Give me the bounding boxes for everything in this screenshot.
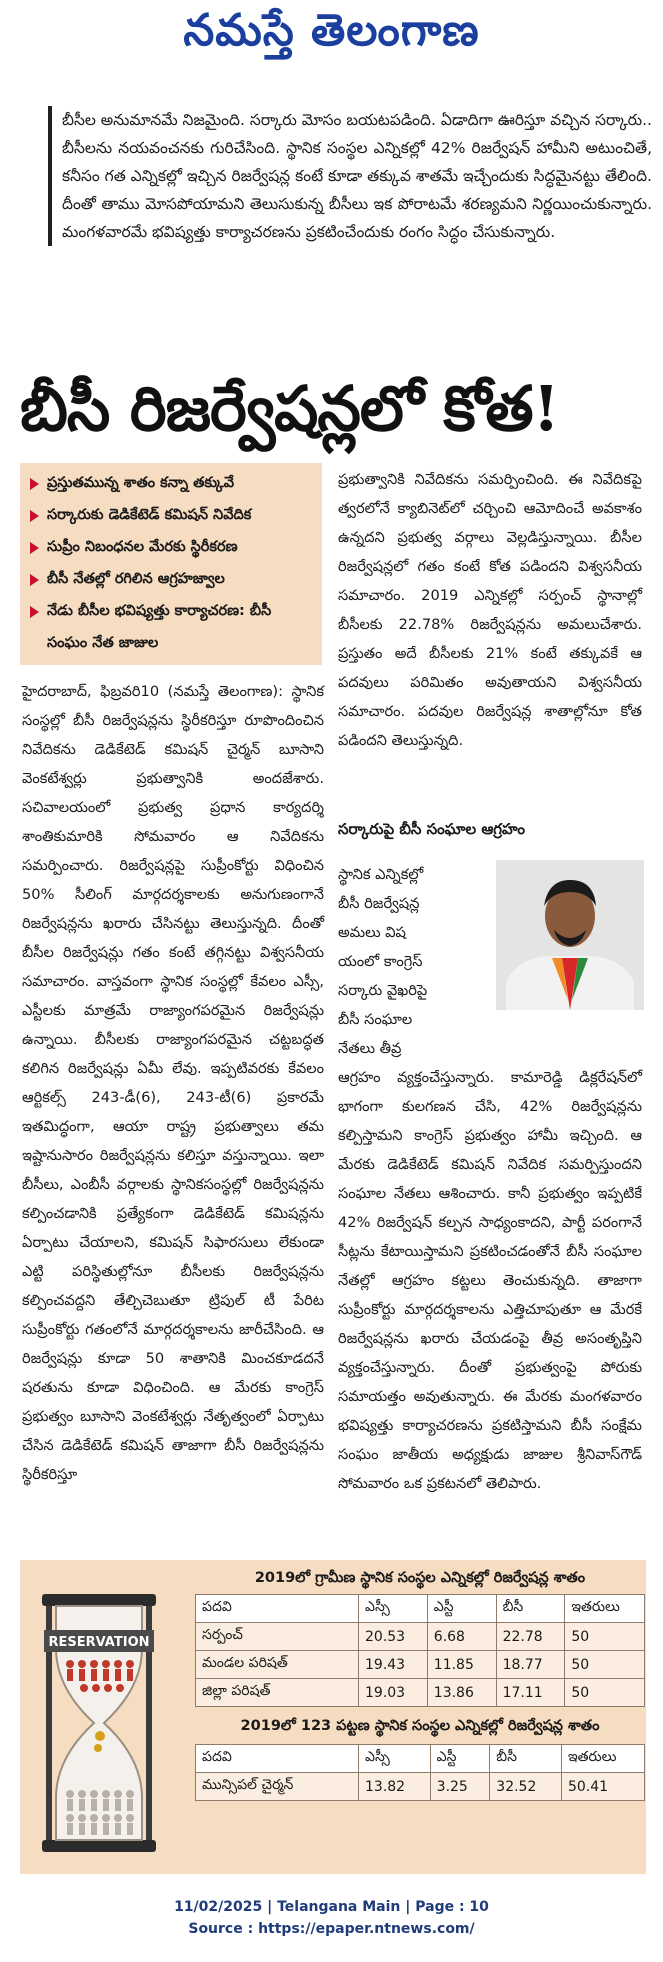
hourglass-graphic	[34, 1588, 164, 1858]
narrow-text-block	[338, 860, 488, 1063]
urban-reservation-table	[195, 1744, 645, 1801]
table-row	[196, 1679, 645, 1707]
table-cell: 6.68	[427, 1623, 496, 1651]
table-header-cell: ఎస్టీ	[430, 1745, 490, 1773]
table-cell: 11.85	[427, 1651, 496, 1679]
triangle-bullet-icon	[30, 510, 39, 522]
triangle-bullet-icon	[30, 574, 39, 586]
headline: బీసీ రిజర్వేషన్లలో కోత!	[20, 372, 559, 445]
table2-title: 2019లో 123 పట్టణ స్థానిక సంస్థల ఎన్నికల్లో రిజర్వేషన్ల శాతం	[240, 1718, 600, 1734]
footer-source-link[interactable]: Source : https://epaper.ntnews.com/	[188, 1921, 475, 1937]
highlight-item: సుప్రీం నిబంధనల మేరకు స్థిరీకరణ	[28, 531, 316, 563]
table-cell: 50.41	[561, 1773, 644, 1801]
article-body-right-continued: ఆగ్రహం వ్యక్తంచేస్తున్నారు. కామారెడ్డి డిక్లరేషన్‌లో భాగంగా కులగణన చేసి, 42% రిజర్వేషన్లను కల్పిస్తామని కాంగ్రెస్‌ ప్రభుత్వం హామీ ఇచ్చింది. ఆ మేరకు డెడికేటెడ్‌ కమిషన్‌ నివేదిక సమర్పిస్తుందని సంఘాల నేతలు ఆశించారు. కానీ ప్రభుత్వం ఇప్పటికే 42% రిజర్వేషన్‌ కల్పన సాధ్యంకాదని, పార్టీ పరంగానే సీట్లను కేటాయిస్తామని ప్రకటించడంతోనే బీసీ సంఘాల నేతల్లో ఆగ్రహం కట్టలు తెంచుకున్నది. తాజాగా సుప్రీంకోర్టు మార్గదర్శకాలను ఎత్తిచూపుతూ ఆ మేరకే రిజర్వేషన్లను ఖరారు చేయడంపై తీవ్ర అసంతృప్తిని వ్యక్తంచేస్తున్నారు. దీంతో ప్రభుత్వంపై పోరుకు సమాయత్తం అవుతున్నారు. ఈ మేరకు మంగళవారం భవిష్యత్తు కార్యాచరణను ప్రకటిస్తామని బీసీ సంక్షేమ సంఘం జాతీయ అధ్యక్షుడు జాజుల శ్రీనివాస్‌గౌడ్‌ సోమవారం ఒక ప్రకటనలో తెలిపారు.	[338, 1069, 642, 1492]
narrow-line: సర్కారు వైఖరిపై	[338, 982, 428, 999]
narrow-line: అమలు విష	[338, 924, 406, 941]
masthead-title: నమస్తే తెలంగాణ	[183, 5, 480, 56]
section-subheading: సర్కారుపై బీసీ సంఘాల ఆగ్రహం	[338, 820, 525, 838]
triangle-bullet-icon	[30, 542, 39, 554]
table-cell: 50	[565, 1623, 645, 1651]
table-cell: జిల్లా పరిషత్‌	[196, 1679, 359, 1707]
table-cell: 17.11	[496, 1679, 565, 1707]
narrow-line: బీసీ సంఘాల	[338, 1011, 413, 1028]
table-header-cell: ఎస్సీ	[359, 1745, 431, 1773]
table-cell: 18.77	[496, 1651, 565, 1679]
intro-paragraph: బీసీల అనుమానమే నిజమైంది. సర్కారు మోసం బయటపడింది. ఏడాదిగా ఊరిస్తూ వచ్చిన సర్కారు.. బీసీలను నయవంచనకు గురిచేసింది. స్థానిక సంస్థల ఎన్నికల్లో 42% రిజర్వేషన్‌ హామీని అటుంచితే, కనీసం గత ఎన్నికల్లో ఇచ్చిన రిజర్వేషన్ల కంటే కూడా తక్కువ శాతమే ఇచ్చేందుకు సిద్ధమైనట్టు తేలింది. దీంతో తాము మోసపోయామని తెలుసుకున్న బీసీలు ఇక పోరాటమే శరణ్యమని నిర్ణయించుకున్నారు. మంగళవారమే భవిష్యత్తు కార్యాచరణను ప్రకటించేందుకు రంగం సిద్ధం చేసుకున్నారు.	[48, 106, 652, 246]
article-body-right-top: ప్రభుత్వానికి నివేదికను సమర్పించింది. ఈ నివేదికపై త్వరలోనే క్యాబినెట్‌లో చర్చించి ఆమోదించే అవకాశం ఉన్నదని ప్రభుత్వ వర్గాలు వెల్లడిస్తున్నాయి. బీసీల రిజర్వేషన్లలో గతం కంటే కోత పడిందని విశ్వసనీయ సమాచారం. 2019 ఎన్నికల్లో సర్పంచ్‌ స్థానాల్లో బీసీలకు 22.78% రిజర్వేషన్లను అమలుచేశారు. ప్రస్తుతం అదే బీసీలకు 21% కంటే తక్కువకే ఆ పదవులు పరిమితం అవుతాయని విశ్వసనీయ సమాచారం. పదవుల రిజర్వేషన్ల శాతాల్లోనూ కోత పడిందని తెలుస్తున్నది.	[338, 471, 642, 749]
table-header-cell: ఎస్సీ	[359, 1595, 428, 1623]
narrow-line: బీసీ రిజర్వేషన్ల	[338, 895, 420, 912]
table-cell: 13.82	[359, 1773, 431, 1801]
table1-title: 2019లో గ్రామీణ స్థానిక సంస్థల ఎన్నికల్లో రిజర్వేషన్ల శాతం	[254, 1570, 586, 1586]
table-row	[196, 1651, 645, 1679]
table-cell: 32.52	[490, 1773, 562, 1801]
table-cell: 20.53	[359, 1623, 428, 1651]
highlight-item: ప్రస్తుతమున్న శాతం కన్నా తక్కువే	[28, 467, 316, 499]
table-cell: 3.25	[430, 1773, 490, 1801]
reservation-tables-box	[20, 1560, 646, 1874]
table-row	[196, 1773, 645, 1801]
narrow-line: యంలో కాంగ్రెస్‌	[338, 953, 423, 970]
highlight-item: సర్కారుకు డెడికేటెడ్‌ కమిషన్‌ నివేదిక	[28, 499, 316, 531]
table-header-cell: ఇతరులు	[561, 1745, 644, 1773]
triangle-bullet-icon	[30, 606, 39, 618]
highlights-box	[20, 463, 322, 665]
table-cell: సర్పంచ్‌	[196, 1623, 359, 1651]
table-cell: మండల పరిషత్‌	[196, 1651, 359, 1679]
table-header-cell: ఎస్టీ	[427, 1595, 496, 1623]
reservation-label: RESERVATION	[48, 1635, 150, 1650]
table-cell: 50	[565, 1651, 645, 1679]
table-cell: 13.86	[427, 1679, 496, 1707]
table-cell: 50	[565, 1679, 645, 1707]
highlight-item: బీసీ నేతల్లో రగిలిన ఆగ్రహజ్వాల	[28, 563, 316, 595]
table-header-cell: బీసీ	[490, 1745, 562, 1773]
rural-reservation-table	[195, 1594, 645, 1707]
highlight-item: నేడు బీసీల భవిష్యత్తు కార్యాచరణ: బీసీ సంఘం నేత జాజుల	[28, 595, 316, 659]
page-footer	[0, 1896, 663, 1940]
table-header-cell: బీసీ	[496, 1595, 565, 1623]
table-cell: 22.78	[496, 1623, 565, 1651]
table-header-row	[196, 1745, 645, 1773]
table-header-cell: పదవి	[196, 1595, 359, 1623]
table-header-row	[196, 1595, 645, 1623]
table-header-cell: ఇతరులు	[565, 1595, 645, 1623]
table-header-cell: పదవి	[196, 1745, 359, 1773]
table-row	[196, 1623, 645, 1651]
table-cell: మున్సిపల్‌ చైర్మన్‌	[196, 1773, 359, 1801]
article-body-left: హైదరాబాద్‌, ఫిబ్రవరి10 (నమస్తే తెలంగాణ): స్థానిక సంస్థల్లో బీసీ రిజర్వేషన్లను స్థిరీకరిస్తూ రూపొందించిన నివేదికను డెడికేటెడ్‌ కమిషన్‌ చైర్మన్‌ బూసాని వెంకటేశ్వర్లు ప్రభుత్వానికి అందజేశారు. సచివాలయంలో ప్రభుత్వ ప్రధాన కార్యదర్శి శాంతికుమారికి సోమవారం ఆ నివేదికను సమర్పించారు. రిజర్వేషన్లపై సుప్రీంకోర్టు విధించిన 50% సీలింగ్‌ మార్గదర్శకాలకు అనుగుణంగానే రిజర్వేషన్లను ఖరారు చేసినట్టు తెలుస్తున్నది. దీంతో బీసీల రిజర్వేషన్లు గతం కంటే తగ్గినట్టు విశ్వసనీయ సమాచారం. వాస్తవంగా స్థానిక సంస్థల్లో కేవలం ఎస్సీ, ఎస్టీలకు మాత్రమే రాజ్యాంగపరమైన రిజర్వేషన్లు ఉన్నాయి. బీసీలకు రాజ్యాంగపరమైన చట్టబద్ధత కలిగిన రిజర్వేషన్లు ఏమీ లేవు. ఇప్పటివరకు కేవలం ఆర్టికల్స్‌ 243-డీ(6), 243-టీ(6) ప్రకారమే ఇతమిద్ధంగా, ఆయా రాష్ట్ర ప్రభుత్వాలు తమ ఇష్టానుసారం రిజర్వేషన్లను కలిస్తూ వస్తున్నాయి. ఇలా బీసీలు, ఎంబీసీ వర్గాలకు స్థానికసంస్థల్లో రిజర్వేషన్లను కల్పించడానికి ప్రత్యేకంగా డెడికేటెడ్‌ కమిషన్లను ఏర్పాటు చేయాలని, కమిషన్‌ సిఫారసులు లేకుండా ఎట్టి పరిస్థితుల్లోనూ బీసీలకు రిజర్వేషన్లను కల్పించవద్దని తేల్చిచెబుతూ ట్రిపుల్‌ టీ పేరిట సుప్రీంకోర్టు గతంలోనే మార్గదర్శకాలను జారీచేసింది. ఆ రిజర్వేషన్లు కూడా 50 శాతానికి మించకూడదనే షరతును కూడా విధించింది. ఆ మేరకు కాంగ్రెస్‌ ప్రభుత్వం బూసాని వెంకటేశ్వర్లు నేతృత్వంలో ఏర్పాటు చేసిన డెడికేటెడ్‌ కమిషన్‌ తాజాగా బీసీ రిజర్వేషన్లను స్థిరీకరిస్తూ	[22, 683, 324, 1483]
triangle-bullet-icon	[30, 478, 39, 490]
article-body-right-bottom	[338, 860, 642, 1498]
table-cell: 19.03	[359, 1679, 428, 1707]
masthead	[0, 0, 663, 72]
table-cell: 19.43	[359, 1651, 428, 1679]
narrow-line: నేతలు తీవ్ర	[338, 1040, 402, 1057]
narrow-line: స్థానిక ఎన్నికల్లో	[338, 866, 424, 883]
footer-date-line: 11/02/2025 | Telangana Main | Page : 10	[174, 1899, 489, 1915]
